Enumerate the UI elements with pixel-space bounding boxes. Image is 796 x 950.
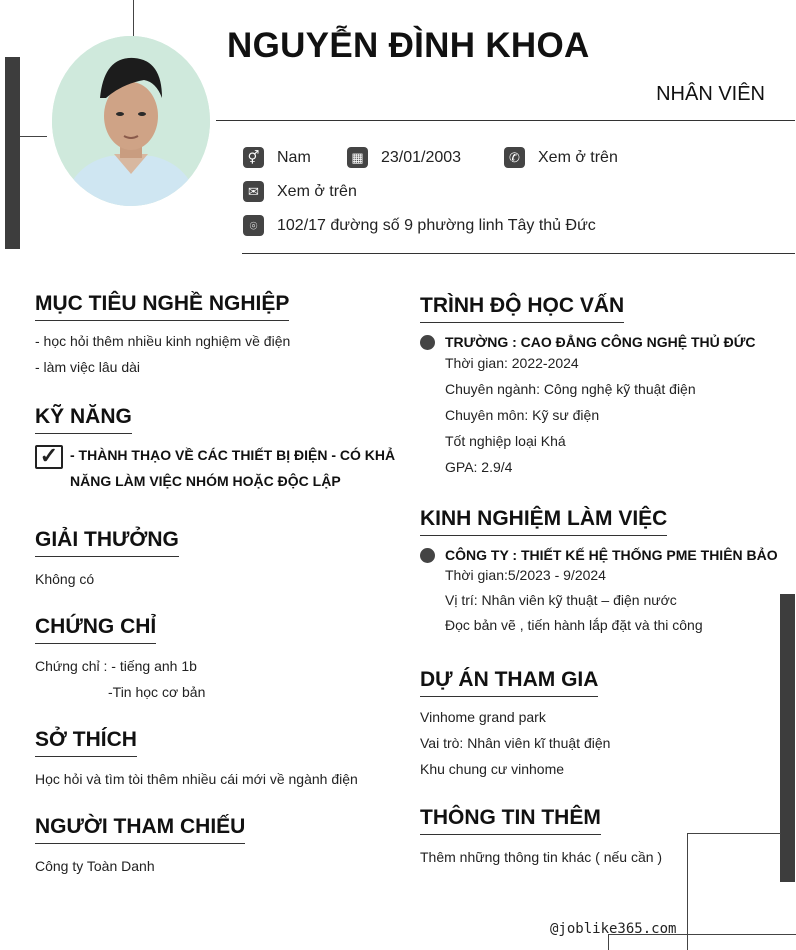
left-connector-line <box>20 136 47 137</box>
watermark: @joblike365.com <box>550 921 677 937</box>
education-section <box>420 294 624 323</box>
experience-line: Vị trí: Nhân viên kỹ thuật – điện nước <box>445 592 677 608</box>
skill-item <box>70 442 395 494</box>
email-value: Xem ở trên <box>277 182 357 200</box>
extra-title: THÔNG TIN THÊM <box>420 806 601 835</box>
education-school: TRƯỜNG : CAO ĐẲNG CÔNG NGHỆ THỦ ĐỨC <box>445 334 756 350</box>
skill-line: NĂNG LÀM VIỆC NHÓM HOẶC ĐỘC LẬP <box>70 473 341 489</box>
education-line: Thời gian: 2022-2024 <box>445 355 579 371</box>
phone-icon: ✆ <box>504 147 525 168</box>
objective-line: - làm việc lâu dài <box>35 359 141 375</box>
awards-section <box>35 528 179 592</box>
education-line: GPA: 2.9/4 <box>445 459 513 475</box>
gender-icon: ⚥ <box>243 147 264 168</box>
phone-value: Xem ở trên <box>538 148 618 166</box>
address-value: 102/17 đường số 9 phường linh Tây thủ Đức <box>277 216 596 234</box>
awards-text: Không có <box>35 571 95 587</box>
projects-section <box>420 668 610 782</box>
education-title: TRÌNH ĐỘ HỌC VẤN <box>420 294 624 323</box>
corner-frame <box>687 833 781 950</box>
experience-section <box>420 507 667 536</box>
education-line: Chuyên môn: Kỹ sư điện <box>445 407 600 423</box>
experience-company: CÔNG TY : THIẾT KẾ HỆ THỐNG PME THIÊN BẢO <box>445 547 778 563</box>
education-bullet <box>420 335 435 350</box>
certificates-section <box>35 615 205 705</box>
envelope-icon: ✉ <box>243 181 264 202</box>
address-row <box>243 215 596 236</box>
project-line: Vai trò: Nhân viên kĩ thuật điện <box>420 735 611 751</box>
references-section <box>35 815 245 879</box>
skills-title: KỸ NĂNG <box>35 405 132 434</box>
phone-row <box>504 147 618 168</box>
info-divider <box>242 253 795 254</box>
extra-text: Thêm những thông tin khác ( nếu cần ) <box>420 849 663 865</box>
extra-section <box>420 806 662 870</box>
certificate-line: Chứng chỉ : - tiếng anh 1b <box>35 658 197 674</box>
skill-line: - THÀNH THẠO VỀ CÁC THIẾT BỊ ĐIỆN - CÓ KHẢ <box>70 447 396 463</box>
experience-line: Thời gian:5/2023 - 9/2024 <box>445 567 606 583</box>
right-accent-bar <box>780 594 795 882</box>
education-entry <box>445 334 756 480</box>
birthdate-value: 23/01/2003 <box>381 148 462 166</box>
objective-section <box>35 292 290 380</box>
experience-title: KINH NGHIỆM LÀM VIỆC <box>420 507 667 536</box>
checkbox-checked-icon: ✓ <box>35 445 63 469</box>
awards-title: GIẢI THƯỞNG <box>35 528 179 557</box>
hobbies-title: SỞ THÍCH <box>35 728 137 757</box>
hobbies-section <box>35 728 358 792</box>
projects-title: DỰ ÁN THAM GIA <box>420 668 598 697</box>
experience-entry <box>445 547 778 638</box>
job-position: NHÂN VIÊN <box>656 83 765 105</box>
certificate-line: -Tin học cơ bản <box>108 684 206 700</box>
objective-line: - học hỏi thêm nhiều kinh nghiệm về điện <box>35 333 291 349</box>
certificates-title: CHỨNG CHỈ <box>35 615 156 644</box>
project-line: Vinhome grand park <box>420 709 546 725</box>
avatar <box>52 36 210 206</box>
top-connector-line <box>133 0 134 36</box>
gender-value: Nam <box>277 148 311 166</box>
experience-bullet <box>420 548 435 563</box>
references-text: Công ty Toàn Danh <box>35 858 155 874</box>
experience-line: Đọc bản vẽ , tiến hành lắp đặt và thi công <box>445 617 703 633</box>
email-row <box>243 181 357 202</box>
left-accent-bar <box>5 57 20 249</box>
project-line: Khu chung cư vinhome <box>420 761 565 777</box>
gender-row <box>243 147 311 168</box>
birthdate-row <box>347 147 461 168</box>
education-line: Chuyên ngành: Công nghệ kỹ thuật điện <box>445 381 696 397</box>
hobbies-text: Học hỏi và tìm tòi thêm nhiều cái mới về ngành điện <box>35 771 358 787</box>
location-pin-icon: ⌾ <box>243 215 264 236</box>
header-divider <box>216 120 795 121</box>
calendar-icon: ▦ <box>347 147 368 168</box>
skills-section <box>35 405 132 434</box>
education-line: Tốt nghiệp loại Khá <box>445 433 566 449</box>
references-title: NGƯỜI THAM CHIẾU <box>35 815 245 844</box>
candidate-name: NGUYỄN ĐÌNH KHOA <box>227 26 590 65</box>
objective-title: MỤC TIÊU NGHỀ NGHIỆP <box>35 292 289 321</box>
